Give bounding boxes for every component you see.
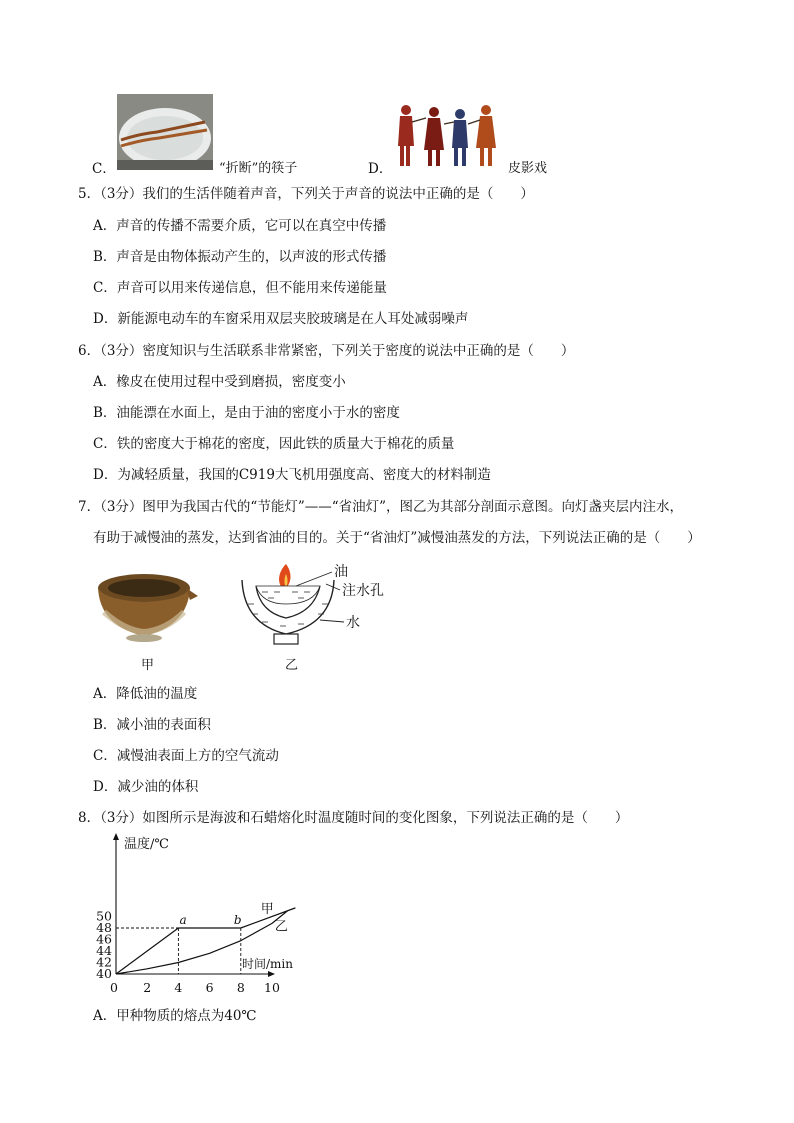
x-axis-label: 时间/min: [242, 957, 293, 971]
y-tick-label: 42: [96, 954, 112, 970]
q7-option-b: B．减小油的表面积: [93, 717, 211, 733]
q8-option-a: A．甲种物质的熔点为40℃: [93, 1008, 257, 1024]
y-axis-arrow: [113, 833, 119, 840]
melting-curve-chart: [90, 832, 320, 1000]
oil-lamp-cross-section-diagram: [236, 560, 396, 660]
q4-option-c: [84, 94, 344, 177]
y-axis-label: 温度/℃: [124, 837, 169, 852]
x-tick-label: 2: [143, 980, 152, 995]
x-tick-label: 6: [205, 980, 214, 995]
diagram-label-water: 水: [346, 615, 360, 631]
q5-stem: 5．（3分）我们的生活伴随着声音，下列关于声音的说法中正确的是（ ）: [78, 186, 534, 202]
x-axis-arrow: [268, 971, 275, 977]
diagram-label-oil: 油: [334, 564, 348, 580]
diagram-label-hole: 注水孔: [342, 583, 384, 599]
q6-stem: 6．（3分）密度知识与生活联系非常紧密，下列关于密度的说法中正确的是（ ）: [78, 343, 575, 359]
y-tick-label: 46: [96, 931, 112, 947]
q6-option-d: D．为减轻质量，我国的C919大飞机用强度高、密度大的材料制造: [93, 467, 491, 483]
q5-option-a: A．声音的传播不需要介质，它可以在真空中传播: [93, 218, 387, 234]
q7-option-a: A．降低油的温度: [93, 686, 198, 702]
q6-option-c: C．铁的密度大于棉花的密度，因此铁的质量大于棉花的质量: [93, 436, 455, 452]
y-tick-label: 48: [96, 920, 112, 935]
oil-lamp-photo: [94, 566, 204, 648]
y-tick-label: 44: [96, 943, 112, 958]
q5-option-d: D．新能源电动车的车窗采用双层夹胶玻璃是在人耳处减弱噪声: [93, 311, 469, 327]
q8-stem: 8．（3分）如图所示是海波和石蜡熔化时温度随时间的变化图象，下列说法正确的是（ ）: [78, 810, 629, 826]
q5-option-c: C．声音可以用来传递信息，但不能用来传递能量: [93, 280, 387, 296]
x-tick-label: 8: [236, 980, 245, 995]
q7-fig-right-caption: 乙: [285, 658, 299, 673]
q6-option-b: B．油能漂在水面上，是由于油的密度小于水的密度: [93, 405, 400, 421]
y-tick-label: 40: [96, 966, 112, 981]
q7-stem-line1: 7．（3分）图甲为我国古代的“节能灯”——“省油灯”，图乙为其部分剖面示意图。向灯盏夹层内注水，: [78, 499, 684, 515]
q7-fig-left-caption: 甲: [141, 658, 155, 673]
q4-option-d-label: D．: [368, 161, 393, 177]
series-jia-label: 甲: [260, 902, 274, 918]
q5-option-b: B．声音是由物体振动产生的，以声波的形式传播: [93, 249, 387, 265]
q7-option-c: C．减慢油表面上方的空气流动: [93, 748, 279, 764]
q4-option-d: [362, 100, 622, 180]
q4-option-c-label: C．: [92, 161, 116, 177]
shadow-puppet-photo: [392, 100, 508, 172]
x-tick-label: 0: [110, 980, 118, 995]
q6-option-a: A．橡皮在使用过程中受到磨损，密度变小: [93, 374, 346, 390]
q4-option-c-caption: “折断”的筷子: [219, 161, 298, 176]
point-label-b: b: [233, 913, 242, 927]
x-tick-label: 10: [264, 980, 280, 995]
point-label-a: a: [179, 913, 187, 927]
y-tick-label: 50: [96, 908, 112, 924]
q7-stem-line2: 有助于减慢油的蒸发，达到省油的目的。关于“省油灯”减慢油蒸发的方法，下列说法正确的是（ ）: [93, 530, 701, 546]
q4-option-d-caption: 皮影戏: [508, 161, 548, 176]
chopsticks-photo: [117, 94, 213, 170]
series-yi-label: 乙: [274, 919, 288, 935]
q7-option-d: D．减少油的体积: [93, 779, 199, 795]
x-tick-label: 4: [174, 980, 183, 995]
